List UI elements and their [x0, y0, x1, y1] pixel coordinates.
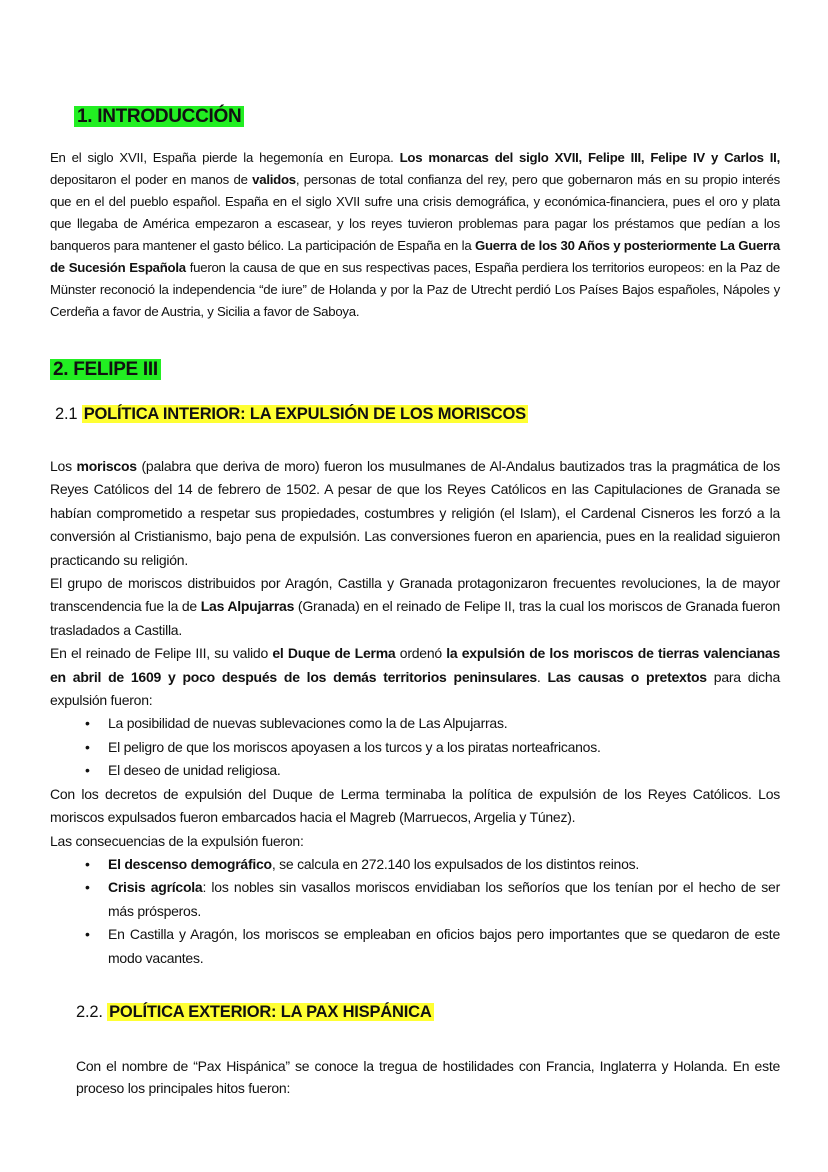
moriscos-p3-text-4: para dicha expulsión fueron: — [50, 668, 780, 709]
bullet-icon: • — [85, 715, 90, 732]
bullet-icon: • — [85, 879, 90, 896]
moriscos-paragraph-2 — [50, 572, 780, 642]
intro-validos: validos — [252, 172, 296, 187]
consequence-text: En Castilla y Aragón, los moriscos se empleaban en oficios bajos pero importantes que se quedaron de este modo vacantes. — [108, 926, 780, 966]
section-1-heading-text: 1. INTRODUCCIÓN — [74, 106, 244, 127]
list-item — [50, 876, 780, 923]
moriscos-paragraph-4: Con los decretos de expulsión del Duque de Lerma terminaba la política de expulsión de los Reyes Católicos. Los moriscos expulsados fueron embarcados hacia el Magreb (Marruecos, Argelia y Túnez). — [50, 785, 780, 826]
subsection-2-2-title: POLÍTICA EXTERIOR: LA PAX HISPÁNICA — [109, 1003, 432, 1021]
intro-text-3: , personas de total confianza del rey, pero que gobernaron más en su propio interés que en el del pueblo español. España en el siglo XVII sufre una crisis demográfica, y económica-financiera, pues el oro y plata que llegaba de América empezaron a escasear, y los reyes tuvieron problemas para pagar los préstamos que pedían a los banqueros para mantener el gasto bélico. La participación de España en la — [50, 172, 780, 253]
list-item — [50, 923, 780, 970]
moriscos-p3-text-2: ordenó — [395, 645, 447, 662]
moriscos-p2-text-2: (Granada) en el reinado de Felipe II, tras la cual los moriscos de Granada fueron trasladados a Castilla. — [50, 598, 780, 638]
bullet-icon: • — [85, 855, 90, 872]
intro-text-4: fueron la causa de que en sus respectivas paces, España perdiera los territorios europeos: en la Paz de Münster reconoció la independencia “de iure” de Holanda y por la Paz de Utrecht perdió Los Países Bajos españoles, Nápoles y Cerdeña a favor de Austria, y Sicilia a favor de Saboya. — [50, 260, 780, 319]
cause-text: La posibilidad de nuevas sublevaciones como la de Las Alpujarras. — [108, 715, 508, 732]
consequence-title: El descenso demográfico — [108, 855, 272, 872]
section-1-heading — [74, 104, 244, 130]
consequences-list — [50, 853, 780, 970]
consequence-title: Crisis agrícola — [108, 879, 203, 896]
bullet-icon: • — [85, 926, 90, 943]
list-item — [50, 712, 780, 735]
intro-paragraph — [50, 147, 780, 323]
expulsion-term: la expulsión de los moriscos de tierras valencianas en abril de 1609 y poco después de los demás territorios peninsulares — [50, 645, 781, 685]
moriscos-p3-text-3: . — [536, 668, 548, 685]
intro-wars: Guerra de los 30 Años y posteriormente La Guerra de Sucesión Española — [50, 238, 781, 275]
intro-text-1: En el siglo XVII, España pierde la hegemonía en Europa. — [50, 150, 400, 165]
intro-text-2: depositaron el poder en manos de — [50, 172, 253, 187]
list-item — [50, 759, 780, 782]
duque-lerma-term: el Duque de Lerma — [272, 645, 396, 662]
causes-list — [50, 712, 780, 782]
moriscos-section — [50, 455, 780, 970]
moriscos-paragraph-1 — [50, 455, 780, 572]
list-item — [50, 736, 780, 759]
consequence-text: : los nobles sin vasallos moriscos envidiaban los señoríos que los tenían por el hecho de ser más prósperos. — [108, 879, 780, 919]
moriscos-p1-text-2: (palabra que deriva de moro) fueron los musulmanes de Al-Andalus bautizados tras la pragmática de los Reyes Católicos del 14 de febrero de 1502. A pesar de que los Reyes Católicos en las Capitulaciones de Granada se habían comprometido a respetar sus propiedades, costumbres y religión (el Islam), el Cardenal Cisneros les forzó a la conversión al Cristianismo, bajo pena de expulsión. Las conversiones fueron en apariencia, pues en la realidad siguieron practicando su religión. — [50, 458, 780, 568]
cause-text: El deseo de unidad religiosa. — [108, 762, 281, 779]
moriscos-term: moriscos — [76, 458, 137, 474]
subsection-2-1-heading — [55, 402, 528, 426]
pax-paragraph: Con el nombre de “Pax Hispánica” se conoce la tregua de hostilidades con Francia, Inglaterra y Holanda. En este proceso los principales hitos fueron: — [76, 1058, 780, 1096]
alpujarras-term: Las Alpujarras — [200, 598, 295, 615]
cause-text: El peligro de que los moriscos apoyasen a los turcos y a los piratas norteafricanos. — [108, 738, 601, 755]
intro-monarchs: Los monarcas del siglo XVII, Felipe III, Felipe IV y Carlos II, — [399, 150, 780, 165]
bullet-icon: • — [85, 762, 90, 779]
moriscos-p3-text-1: En el reinado de Felipe III, su valido — [50, 645, 273, 662]
subsection-2-2-number: 2.2. — [76, 1003, 103, 1021]
pax-hispanica-section — [76, 1055, 780, 1099]
subsection-2-1-number: 2.1 — [55, 405, 78, 423]
subsection-2-2-heading — [76, 1000, 434, 1024]
moriscos-p2-text-1: El grupo de moriscos distribuidos por Aragón, Castilla y Granada protagonizaron frecuentes revoluciones, la de mayor transcendencia fue la de — [50, 575, 780, 615]
moriscos-p1-text-1: Los — [50, 458, 77, 474]
consequence-text: , se calcula en 272.140 los expulsados de los distintos reinos. — [271, 855, 640, 872]
subsection-2-1-title: POLÍTICA INTERIOR: LA EXPULSIÓN DE LOS MORISCOS — [83, 405, 526, 423]
list-item — [50, 853, 780, 876]
moriscos-paragraph-3 — [50, 642, 780, 712]
moriscos-paragraph-5: Las consecuencias de la expulsión fueron: — [50, 832, 304, 849]
section-2-heading — [50, 357, 161, 383]
section-2-heading-text: 2. FELIPE III — [50, 359, 161, 380]
bullet-icon: • — [85, 738, 90, 755]
causas-term: Las causas o pretextos — [547, 668, 707, 685]
intro-text — [50, 147, 780, 323]
